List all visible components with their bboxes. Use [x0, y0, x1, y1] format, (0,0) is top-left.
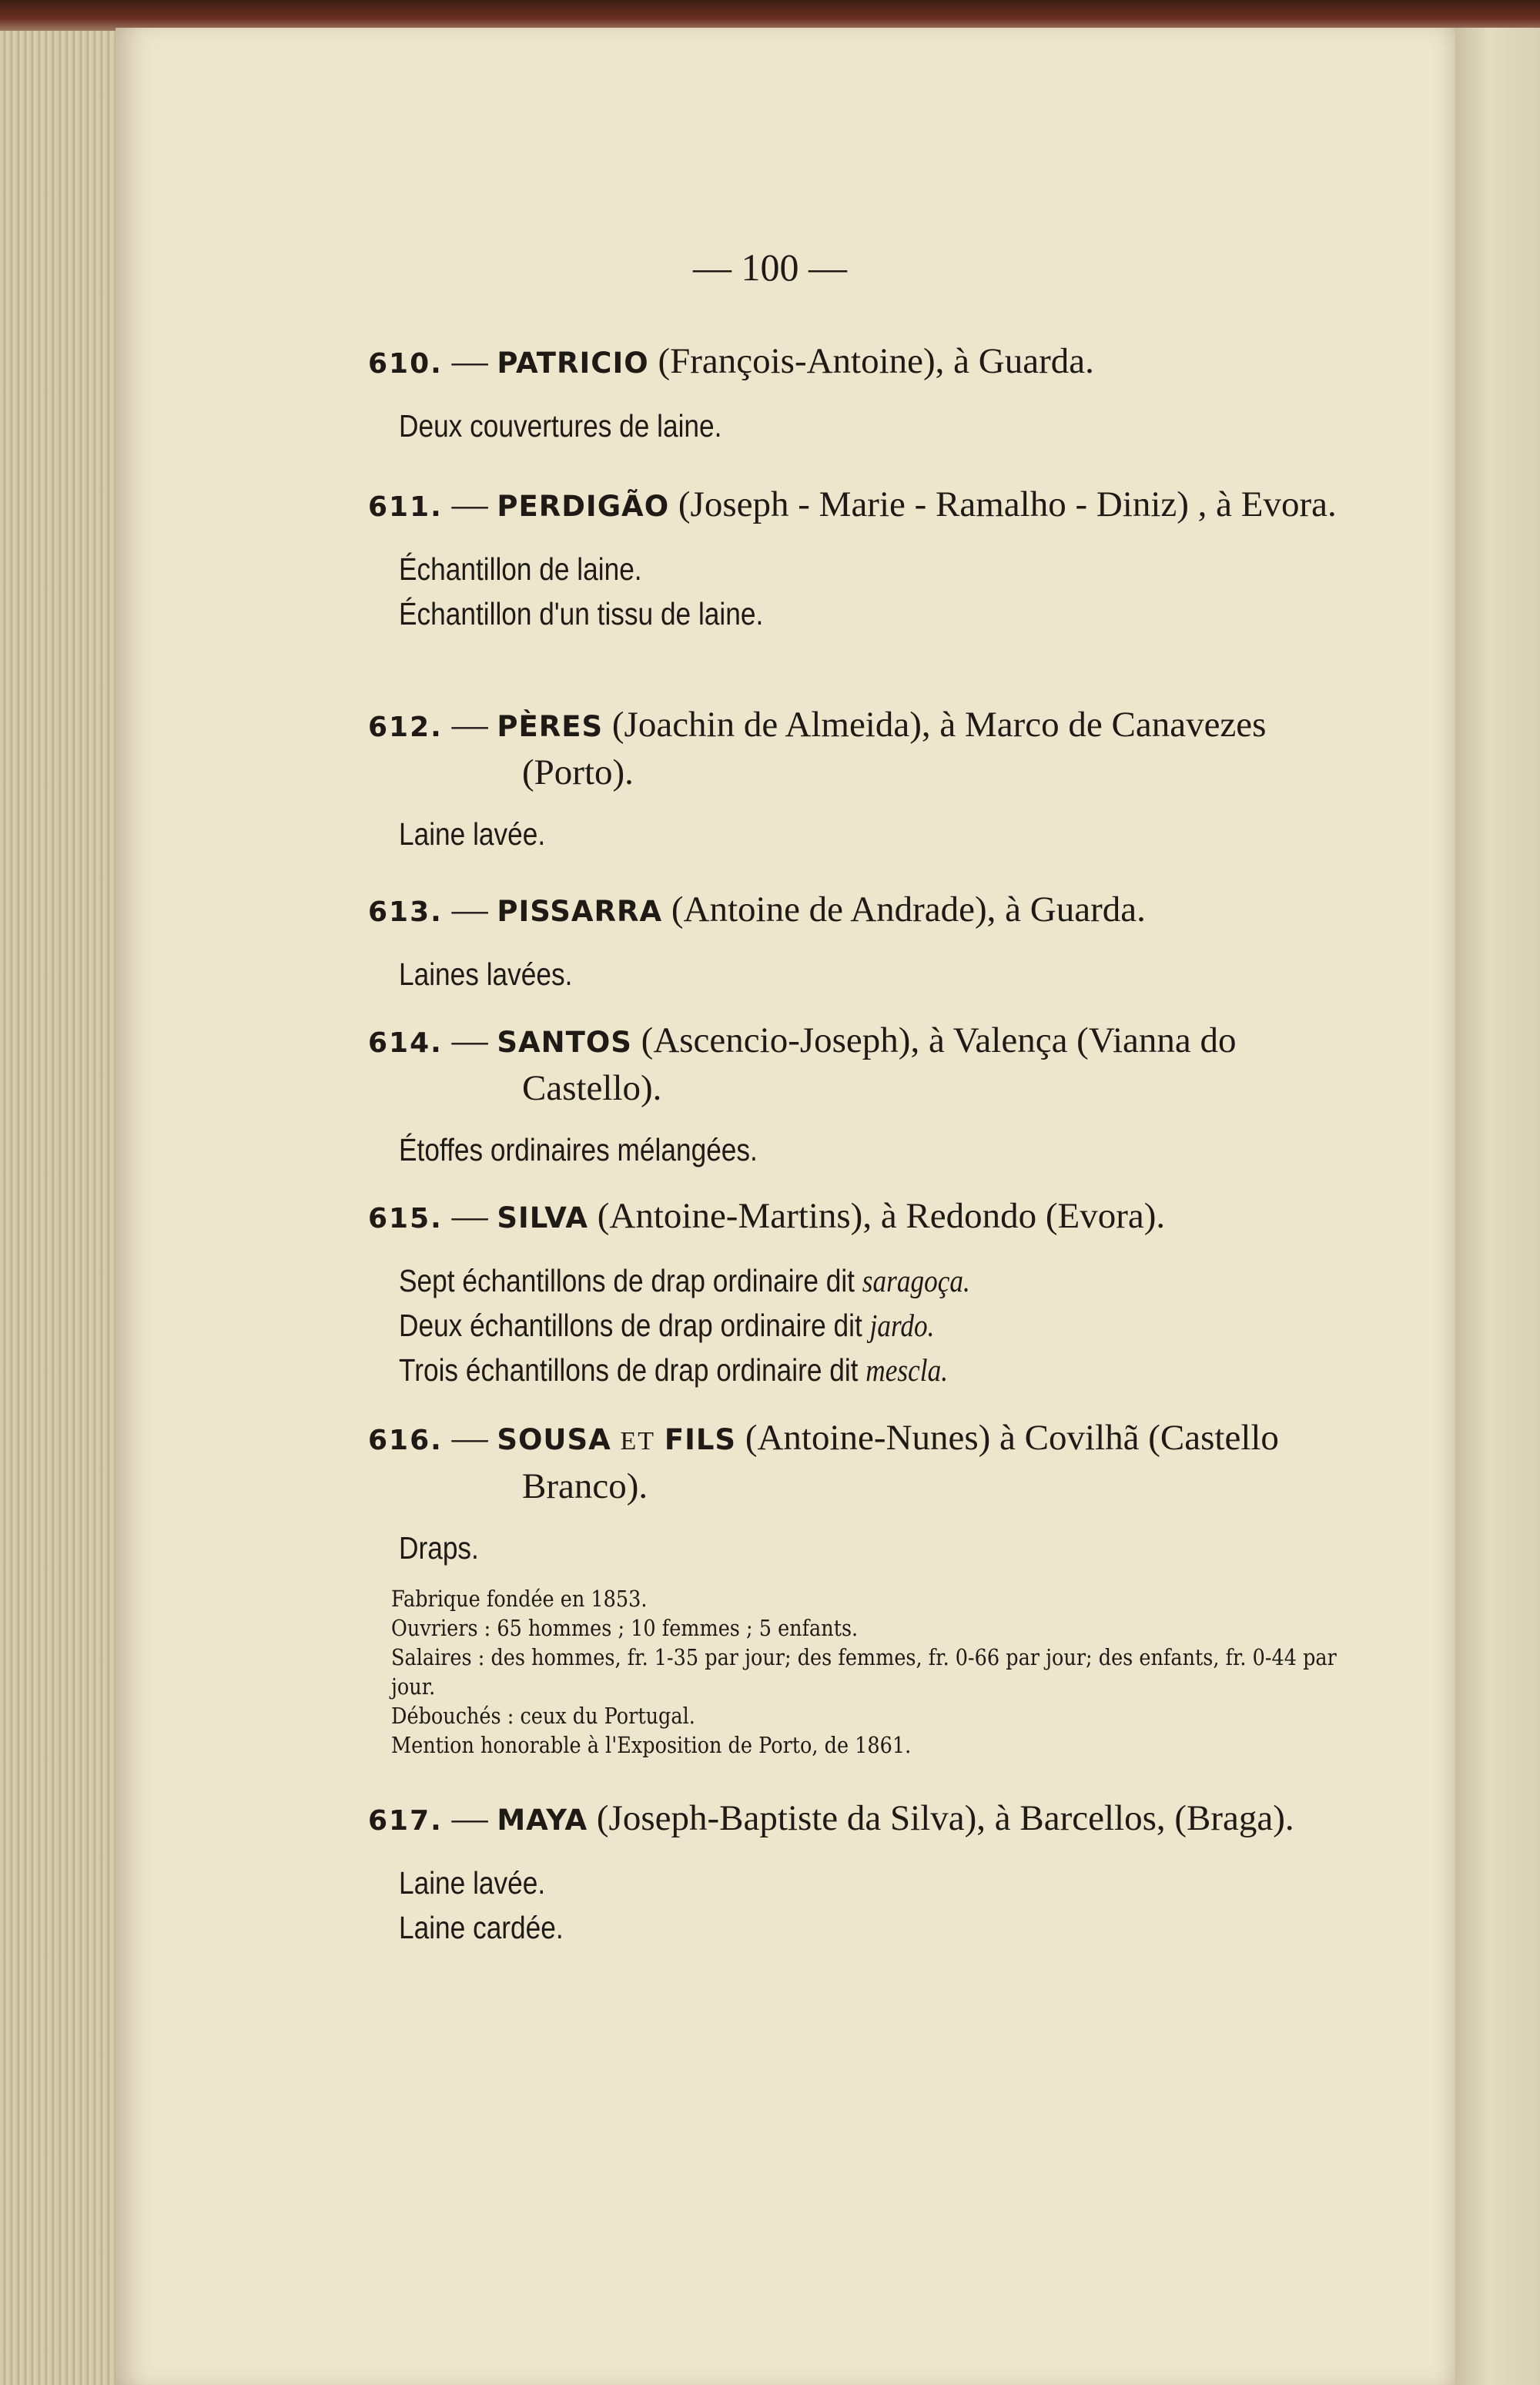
list-item: Laine cardée. [399, 1910, 564, 1945]
list-item [399, 1258, 1234, 1303]
entry-items [368, 812, 1369, 856]
exhibitor-details: (Joseph - Marie - Ramalho - Diniz) , à Evora. [678, 484, 1337, 524]
list-item: Laines lavées. [399, 956, 573, 992]
note-line: Fabrique fondée en 1853. [391, 1586, 648, 1612]
exhibitor-details: (Antoine de Andrade), à Guarda. [671, 889, 1146, 930]
item-term: saragoça. [862, 1263, 970, 1298]
note-line: Ouvriers : 65 hommes ; 10 femmes ; 5 enfants. [391, 1615, 859, 1641]
exhibitor-details: (Antoine-Nunes) à Covilhã (Castello Branco). [522, 1418, 1279, 1506]
exhibitor-name-fils: FILS [664, 1423, 737, 1456]
entry-items [368, 404, 1369, 448]
entry-612 [368, 702, 1369, 856]
entry-dash: — [451, 1196, 488, 1236]
exhibitor-name: SOUSA [497, 1423, 611, 1456]
list-item [399, 1348, 1234, 1392]
entry-number: 615. [368, 1203, 443, 1234]
exhibitor-name-et: ET [620, 1427, 656, 1455]
entry-items [368, 952, 1369, 997]
entry-dash: — [451, 484, 488, 524]
exhibitor-details: (François-Antoine), à Guarda. [658, 341, 1094, 381]
entry-items [368, 547, 1369, 636]
note-line: Salaires : des hommes, fr. 1-35 par jour; des femmes, fr. 0-66 par jour; des enfants, fr. 0-44 par jour. [391, 1644, 1337, 1700]
entry-heading [368, 1796, 1369, 1844]
entry-heading [368, 1194, 1369, 1241]
exhibitor-name: PISSARRA [497, 895, 663, 928]
entry-number: 616. [368, 1425, 443, 1456]
entry-dash: — [451, 341, 488, 381]
entry-613 [368, 887, 1369, 997]
entry-610 [368, 339, 1369, 448]
entry-heading [368, 339, 1369, 387]
entry-614 [368, 1018, 1369, 1172]
entry-items [368, 1861, 1369, 1950]
exhibitor-name: SANTOS [497, 1026, 632, 1059]
entry-617 [368, 1796, 1369, 1950]
entry-heading [368, 1018, 1369, 1110]
exhibitor-name: MAYA [497, 1804, 588, 1837]
exhibitor-details: (Antoine-Martins), à Redondo (Evora). [597, 1196, 1166, 1236]
item-text: Deux échantillons de drap ordinaire dit [399, 1308, 862, 1343]
entry-items [368, 1258, 1369, 1392]
exhibitor-details: (Joseph-Baptiste da Silva), à Barcellos, (Braga). [596, 1798, 1294, 1838]
list-item: Échantillon de laine. [399, 551, 642, 587]
entry-heading [368, 1415, 1369, 1509]
entry-number: 610. [368, 348, 443, 380]
exhibitor-name: PÈRES [497, 710, 604, 743]
exhibitor-details: (Ascencio-Joseph), à Valença (Vianna do Castello). [522, 1020, 1237, 1108]
entry-number: 613. [368, 896, 443, 928]
entry-number: 611. [368, 491, 443, 523]
entry-dash: — [451, 1798, 488, 1838]
exhibitor-name: PATRICIO [497, 347, 649, 380]
item-text: Sept échantillons de drap ordinaire dit [399, 1263, 855, 1298]
entry-dash: — [451, 1418, 488, 1458]
entry-dash: — [451, 889, 488, 930]
entry-number: 612. [368, 712, 443, 743]
item-term: mescla. [865, 1352, 949, 1388]
exhibitor-details: (Joachin de Almeida), à Marco de Canavezes (Porto). [522, 705, 1267, 792]
note-line: Mention honorable à l'Exposition de Porto, de 1861. [391, 1732, 912, 1758]
list-item [399, 1303, 1234, 1348]
entry-heading [368, 887, 1369, 935]
entry-616 [368, 1415, 1369, 1760]
entry-dash: — [451, 1020, 488, 1060]
list-item: Deux couvertures de laine. [399, 408, 722, 444]
list-item: Étoffes ordinaires mélangées. [399, 1132, 758, 1167]
entry-number: 617. [368, 1805, 443, 1837]
list-item: Échantillon d'un tissu de laine. [399, 596, 764, 631]
entry-items [368, 1127, 1369, 1172]
list-item: Draps. [399, 1530, 479, 1566]
entry-notes [368, 1584, 1369, 1760]
entry-number: 614. [368, 1027, 443, 1059]
entry-dash: — [451, 705, 488, 745]
entry-heading [368, 702, 1369, 795]
entry-611 [368, 482, 1369, 636]
entry-615 [368, 1194, 1369, 1392]
exhibitor-name: SILVA [497, 1201, 588, 1234]
entry-items [368, 1526, 1369, 1570]
item-term: jardo. [869, 1308, 935, 1343]
list-item: Laine lavée. [399, 816, 546, 852]
note-line: Débouchés : ceux du Portugal. [391, 1703, 695, 1729]
list-item: Laine lavée. [399, 1865, 546, 1901]
entry-heading [368, 482, 1369, 530]
item-text: Trois échantillons de drap ordinaire dit [399, 1352, 859, 1388]
page-number: — 100 — [693, 246, 847, 289]
exhibitor-name: PERDIGÃO [497, 490, 670, 523]
